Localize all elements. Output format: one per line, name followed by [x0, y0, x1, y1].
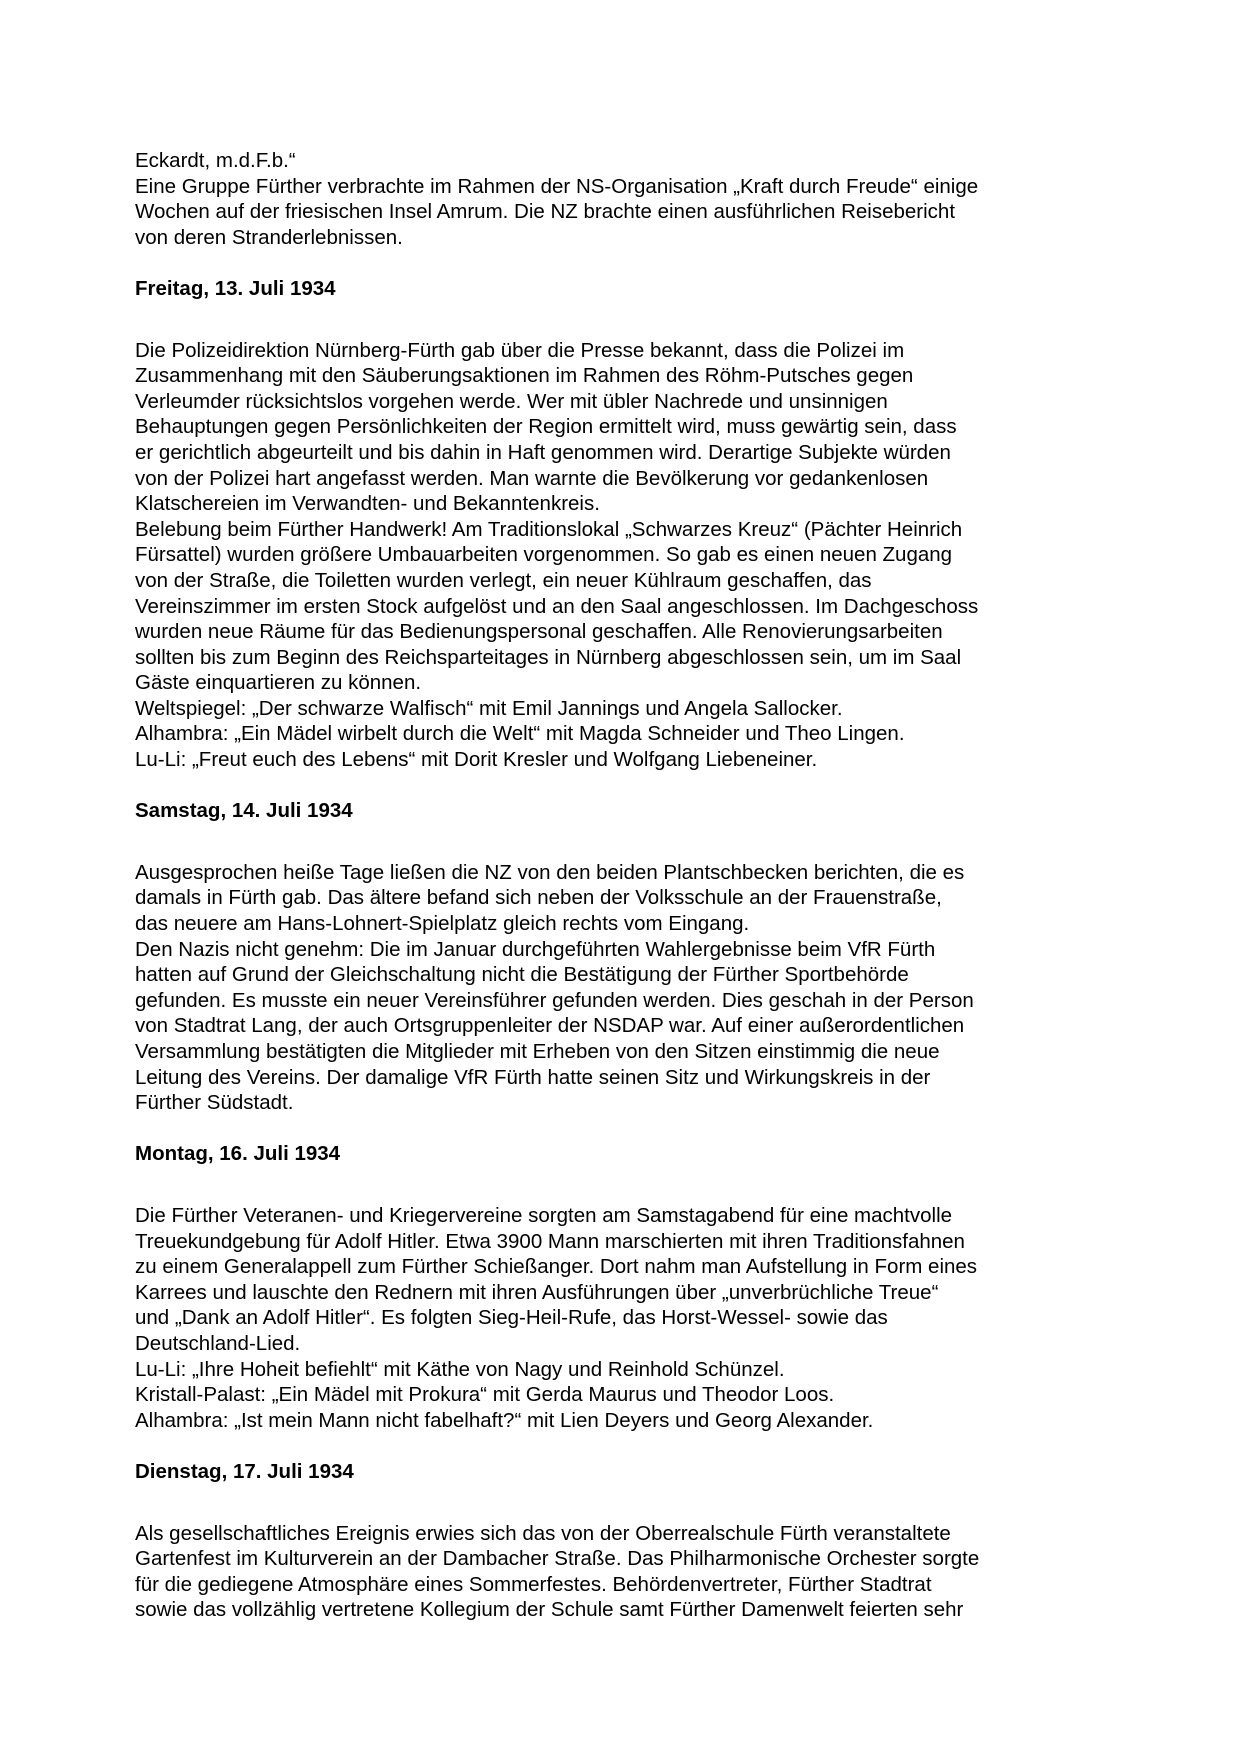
- text-line: damals in Fürth gab. Das ältere befand sich neben der Volksschule an der Frauenstraße,: [135, 886, 942, 910]
- text-line: sowie das vollzählig vertretene Kollegium der Schule samt Fürther Damenwelt feierten sehr: [135, 1598, 964, 1622]
- date-heading: [135, 1459, 1115, 1485]
- text-line: Kristall-Palast: „Ein Mädel mit Prokura“ mit Gerda Maurus und Theodor Loos.: [135, 1383, 835, 1407]
- text-line: Fürther Südstadt.: [135, 1091, 294, 1115]
- text-line: zu einem Generalappell zum Fürther Schießanger. Dort nahm man Aufstellung in Form eines: [135, 1255, 978, 1279]
- text-line: Belebung beim Fürther Handwerk! Am Traditionslokal „Schwarzes Kreuz“ (Pächter Heinrich: [135, 517, 963, 541]
- text-line: für die gediegene Atmosphäre eines Sommerfestes. Behördenvertreter, Fürther Stadtrat: [135, 1572, 932, 1596]
- document-body: [135, 148, 1115, 1623]
- chronicle-paragraph: [135, 1521, 1115, 1623]
- text-line: Gartenfest im Kulturverein an der Dambacher Straße. Das Philharmonische Orchester sorgte: [135, 1547, 980, 1571]
- text-line: Leitung des Vereins. Der damalige VfR Fürth hatte seinen Sitz und Wirkungskreis in der: [135, 1065, 931, 1089]
- text-line: das neuere am Hans-Lohnert-Spielplatz gleich rechts vom Eingang.: [135, 912, 750, 936]
- text-line: Versammlung bestätigten die Mitglieder mit Erheben von den Sitzen einstimmig die neue: [135, 1040, 940, 1063]
- text-line: Wochen auf der friesischen Insel Amrum. Die NZ brachte einen ausführlichen Reisebericht: [135, 200, 956, 224]
- text-line: wurden neue Räume für das Bedienungspersonal geschaffen. Alle Renovierungsarbeiten: [135, 620, 943, 644]
- chronicle-paragraph: [135, 148, 1115, 250]
- text-line: Alhambra: „Ein Mädel wirbelt durch die Welt“ mit Magda Schneider und Theo Lingen.: [135, 722, 905, 746]
- text-line: Freitag, 13. Juli 1934: [135, 276, 336, 300]
- text-line: Weltspiegel: „Der schwarze Walfisch“ mit Emil Jannings und Angela Sallocker.: [135, 696, 843, 720]
- text-line: Samstag, 14. Juli 1934: [135, 799, 353, 823]
- text-line: sollten bis zum Beginn des Reichsparteitages in Nürnberg abgeschlossen sein, um im Saal: [135, 645, 962, 669]
- text-line: Ausgesprochen heiße Tage ließen die NZ von den beiden Plantschbecken berichten, die es: [135, 860, 965, 884]
- chronicle-paragraph: [135, 338, 1115, 773]
- text-line: Eine Gruppe Fürther verbrachte im Rahmen der NS-Organisation „Kraft durch Freude“ einige: [135, 174, 979, 198]
- text-line: gefunden. Es musste ein neuer Vereinsführer gefunden werden. Dies geschah in der Person: [135, 988, 974, 1012]
- text-line: Lu-Li: „Ihre Hoheit befiehlt“ mit Käthe von Nagy und Reinhold Schünzel.: [135, 1357, 785, 1381]
- text-line: Deutschland-Lied.: [135, 1331, 301, 1355]
- text-line: Dienstag, 17. Juli 1934: [135, 1459, 354, 1483]
- text-line: Fürsattel) wurden größere Umbauarbeiten vorgenommen. So gab es einen neuen Zugang: [135, 543, 953, 567]
- text-line: Treuekundgebung für Adolf Hitler. Etwa 3900 Mann marschierten mit ihren Traditionsfahnen: [135, 1229, 965, 1253]
- text-line: Eckardt, m.d.F.b.“: [135, 149, 296, 172]
- text-line: von der Straße, die Toiletten wurden verlegt, ein neuer Kühlraum geschaffen, das: [135, 568, 872, 592]
- date-heading: [135, 1141, 1115, 1167]
- date-heading: [135, 276, 1115, 302]
- chronicle-paragraph: [135, 1203, 1115, 1433]
- text-line: Die Fürther Veteranen- und Kriegervereine sorgten am Samstagabend für eine machtvolle: [135, 1203, 953, 1227]
- text-line: Als gesellschaftliches Ereignis erwies sich das von der Oberrealschule Fürth veranstaltete: [135, 1521, 951, 1545]
- date-heading: [135, 798, 1115, 824]
- text-line: Verleumder rücksichtslos vorgehen werde. Wer mit übler Nachrede und unsinnigen: [135, 389, 888, 413]
- text-line: von deren Stranderlebnissen.: [135, 225, 403, 249]
- text-line: er gerichtlich abgeurteilt und bis dahin in Haft genommen wird. Derartige Subjekte würden: [135, 440, 951, 464]
- text-line: Klatschereien im Verwandten- und Bekanntenkreis.: [135, 492, 600, 516]
- text-line: Zusammenhang mit den Säuberungsaktionen im Rahmen des Röhm-Putsches gegen: [135, 364, 914, 388]
- chronicle-paragraph: [135, 860, 1115, 1116]
- text-line: Gäste einquartieren zu können.: [135, 671, 422, 695]
- text-line: von Stadtrat Lang, der auch Ortsgruppenleiter der NSDAP war. Auf einer außerordentlichen: [135, 1014, 965, 1038]
- text-line: hatten auf Grund der Gleichschaltung nicht die Bestätigung der Fürther Sportbehörde: [135, 963, 909, 987]
- text-line: und „Dank an Adolf Hitler“. Es folgten Sieg-Heil-Rufe, das Horst-Wessel- sowie das: [135, 1306, 888, 1330]
- text-line: Karrees und lauschte den Rednern mit ihren Ausführungen über „unverbrüchliche Treue“: [135, 1280, 939, 1304]
- text-line: Alhambra: „Ist mein Mann nicht fabelhaft?“ mit Lien Deyers und Georg Alexander.: [135, 1408, 874, 1432]
- text-line: von der Polizei hart angefasst werden. Man warnte die Bevölkerung vor gedankenlosen: [135, 466, 929, 490]
- text-line: Die Polizeidirektion Nürnberg-Fürth gab über die Presse bekannt, dass die Polizei im: [135, 338, 905, 362]
- text-line: Behauptungen gegen Persönlichkeiten der Region ermittelt wird, muss gewärtig sein, dass: [135, 415, 957, 439]
- text-line: Vereinszimmer im ersten Stock aufgelöst und an den Saal angeschlossen. Im Dachgeschoss: [135, 594, 979, 618]
- text-line: Montag, 16. Juli 1934: [135, 1142, 341, 1166]
- text-line: Den Nazis nicht genehm: Die im Januar durchgeführten Wahlergebnisse beim VfR Fürth: [135, 937, 936, 961]
- text-line: Lu-Li: „Freut euch des Lebens“ mit Dorit Kresler und Wolfgang Liebeneiner.: [135, 748, 818, 772]
